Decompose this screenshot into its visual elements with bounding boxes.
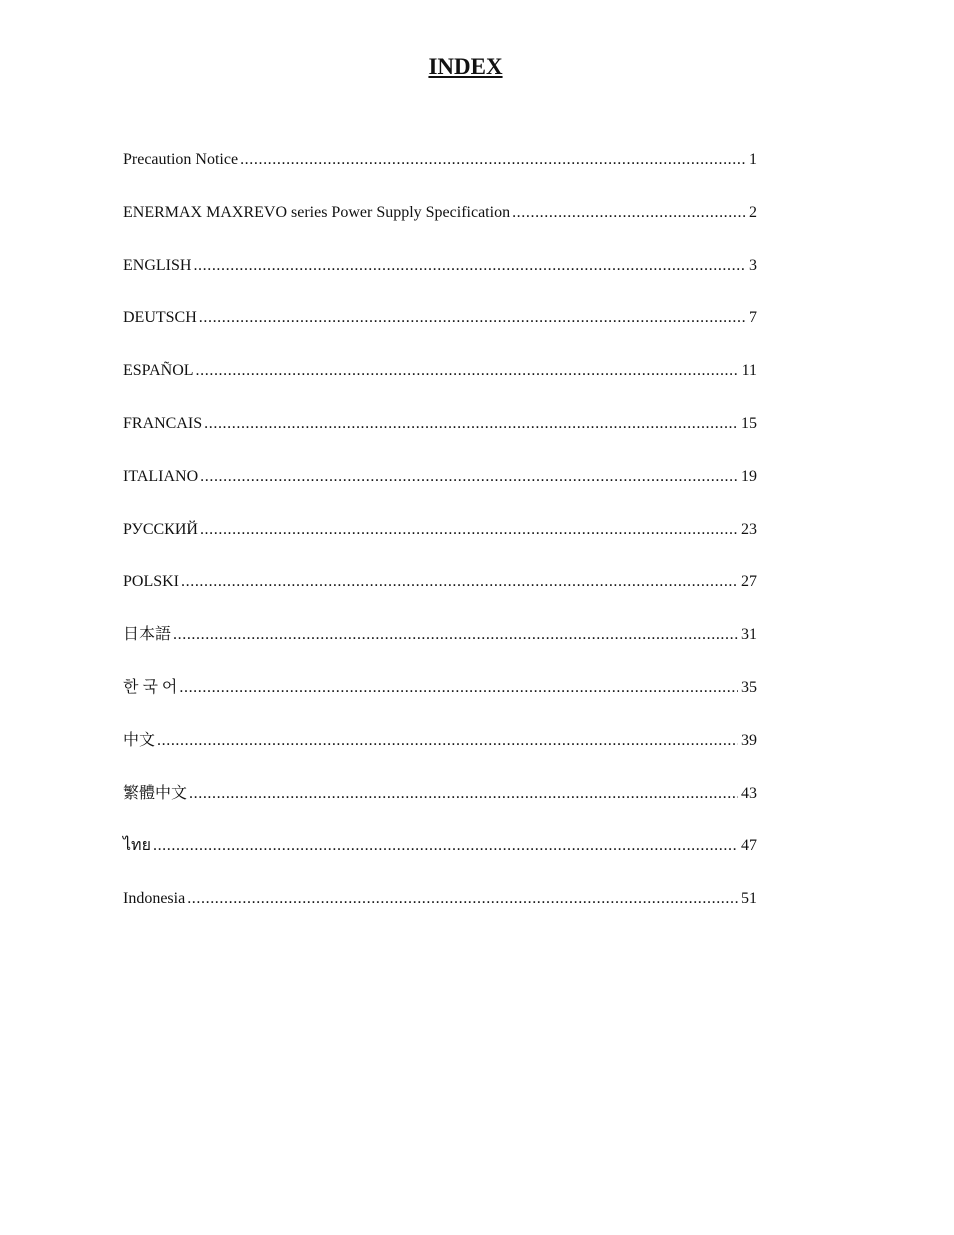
toc-entry-polski <box>123 571 757 624</box>
toc-dot-leader <box>179 677 738 699</box>
toc-entry-page-number: 15 <box>741 414 757 432</box>
toc-entry-indonesia <box>123 888 757 941</box>
toc-entry-page-number: 3 <box>749 256 757 274</box>
toc-entry-label: ESPAÑOL <box>123 362 194 380</box>
page-title: INDEX <box>428 54 503 79</box>
toc-entry-label: 한 국 어 <box>123 678 178 696</box>
toc-entry-page-number: 35 <box>741 678 757 696</box>
toc-entry-deutsch <box>123 307 757 360</box>
toc-dot-leader <box>181 571 738 593</box>
toc-entry-italiano <box>123 466 757 519</box>
table-of-contents <box>123 149 757 941</box>
toc-dot-leader <box>512 202 746 224</box>
toc-entry-label: ENERMAX MAXREVO series Power Supply Specification <box>123 203 511 221</box>
toc-entry-page-number: 2 <box>749 203 757 221</box>
toc-entry-page-number: 51 <box>741 890 757 908</box>
toc-entry-label: Indonesia <box>123 890 186 908</box>
toc-dot-leader <box>193 255 746 277</box>
toc-dot-leader <box>204 413 738 435</box>
toc-entry-russian <box>123 519 757 572</box>
toc-entry-label: ENGLISH <box>123 256 192 274</box>
toc-entry-page-number: 31 <box>741 626 757 644</box>
toc-entry-espanol <box>123 360 757 413</box>
toc-entry-label: ITALIANO <box>123 467 199 485</box>
toc-dot-leader <box>240 149 746 171</box>
toc-entry-page-number: 39 <box>741 731 757 749</box>
toc-dot-leader <box>200 466 738 488</box>
toc-entry-precaution-notice <box>123 149 757 202</box>
toc-entry-label: FRANCAIS <box>123 414 203 432</box>
toc-dot-leader <box>199 307 746 329</box>
toc-entry-label: ไทย <box>123 837 151 855</box>
toc-entry-english <box>123 255 757 308</box>
toc-entry-page-number: 27 <box>741 573 757 591</box>
toc-dot-leader <box>157 730 738 752</box>
toc-dot-leader <box>173 624 738 646</box>
toc-entry-korean <box>123 677 757 730</box>
toc-entry-label: Precaution Notice <box>123 151 239 168</box>
toc-entry-thai <box>123 835 757 888</box>
toc-dot-leader <box>153 835 738 857</box>
toc-entry-label: 日本語 <box>123 626 172 644</box>
toc-entry-label: 中文 <box>123 731 156 749</box>
toc-entry-label: POLSKI <box>123 573 180 591</box>
toc-entry-label: РУССКИЙ <box>123 520 198 538</box>
toc-entry-francais <box>123 413 757 466</box>
toc-dot-leader <box>187 888 738 910</box>
toc-entry-page-number: 11 <box>741 362 757 380</box>
toc-entry-japanese <box>123 624 757 677</box>
toc-entry-page-number: 1 <box>749 151 757 168</box>
toc-entry-label: 繁體中文 <box>123 784 188 802</box>
toc-dot-leader <box>189 783 738 805</box>
toc-entry-traditional-chinese <box>123 783 757 836</box>
toc-entry-label: DEUTSCH <box>123 309 197 327</box>
toc-entry-specification <box>123 202 757 255</box>
toc-entry-page-number: 7 <box>749 309 757 327</box>
toc-entry-page-number: 47 <box>741 837 757 855</box>
toc-dot-leader <box>196 360 739 382</box>
toc-entry-page-number: 19 <box>741 467 757 485</box>
toc-entry-page-number: 43 <box>741 784 757 802</box>
toc-dot-leader <box>200 519 738 541</box>
toc-entry-page-number: 23 <box>741 520 757 538</box>
toc-entry-simplified-chinese <box>123 730 757 783</box>
